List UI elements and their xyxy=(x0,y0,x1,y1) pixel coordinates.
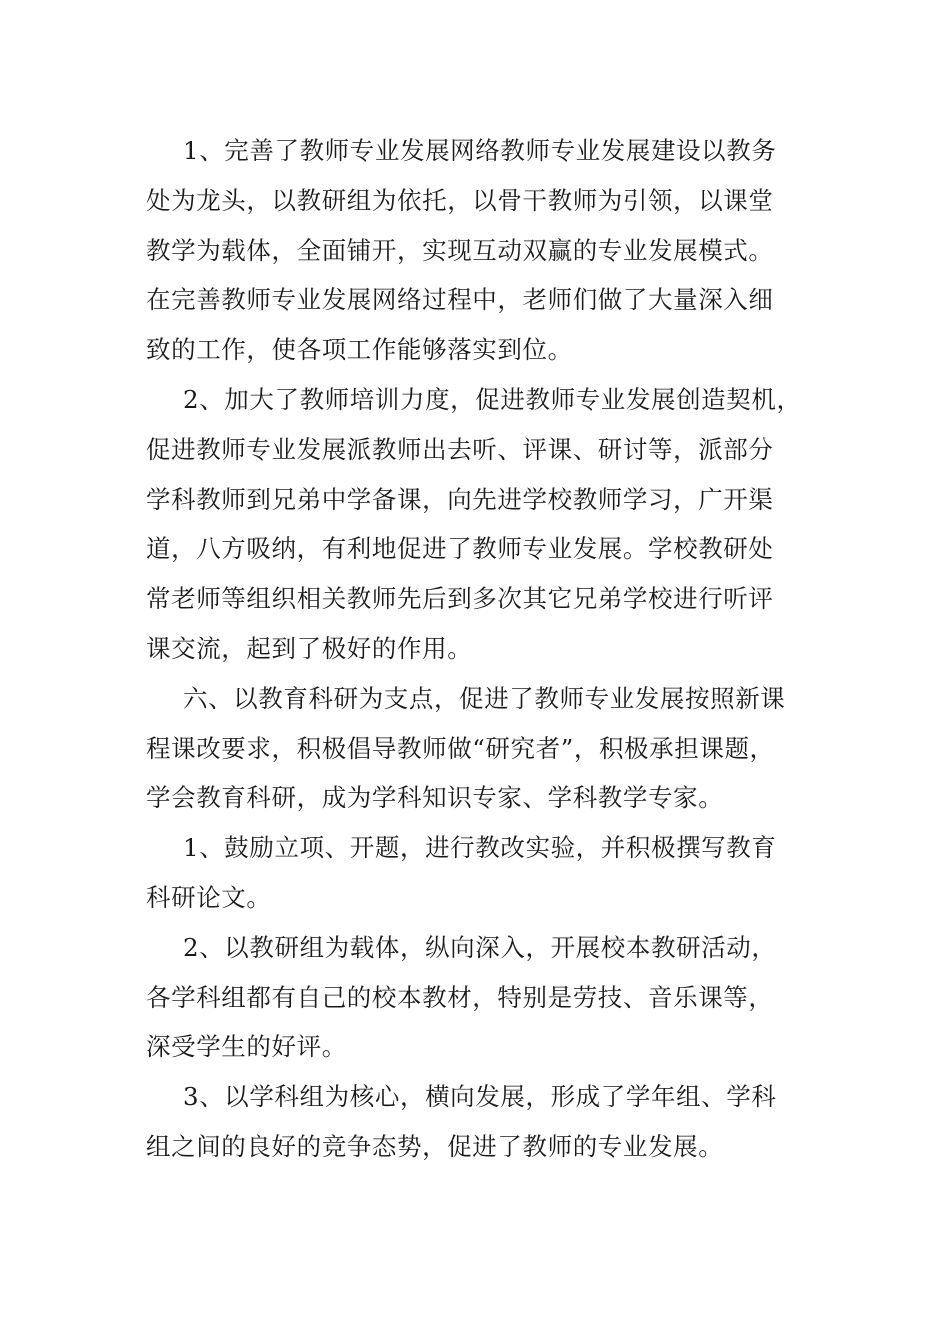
paragraph xyxy=(146,1072,806,1172)
text-line: 各学科组都有自己的校本教材，特别是劳技、音乐课等， xyxy=(146,982,774,1012)
text-line: 课交流，起到了极好的作用。 xyxy=(146,633,473,663)
text-line: 2、加大了教师培训力度，促进教师专业发展创造契机， xyxy=(183,384,802,414)
text-line: 学会教育科研，成为学科知识专家、学科教学专家。 xyxy=(146,783,724,813)
text-line: 常老师等组织相关教师先后到多次其它兄弟学校进行听评 xyxy=(146,584,774,614)
paragraph xyxy=(146,823,806,923)
paragraph xyxy=(146,923,806,1072)
text-line: 组之间的良好的竞争态势，促进了教师的专业发展。 xyxy=(146,1131,724,1161)
text-line: 1、鼓励立项、开题，进行教改实验，并积极撰写教育 xyxy=(183,833,777,863)
text-line: 程课改要求，积极倡导教师做“研究者”，积极承担课题， xyxy=(146,733,775,763)
paragraph xyxy=(146,674,806,823)
text-line: 3、以学科组为核心，横向发展，形成了学年组、学科 xyxy=(183,1082,777,1112)
text-line: 科研论文。 xyxy=(146,882,272,912)
text-line: 在完善教师专业发展网络过程中，老师们做了大量深入细 xyxy=(146,285,774,315)
text-line: 促进教师专业发展派教师出去听、评课、研讨等，派部分 xyxy=(146,434,774,464)
text-line: 道，八方吸纳，有利地促进了教师专业发展。学校教研处 xyxy=(146,534,774,564)
paragraph xyxy=(146,375,806,674)
text-line: 致的工作，使各项工作能够落实到位。 xyxy=(146,335,573,365)
document-body xyxy=(146,126,806,1172)
text-line: 六、以教育科研为支点，促进了教师专业发展按照新课 xyxy=(183,683,786,713)
text-line: 深受学生的好评。 xyxy=(146,1032,347,1062)
text-line: 处为龙头，以教研组为依托，以骨干教师为引领，以课堂 xyxy=(146,185,774,215)
text-line: 教学为载体，全面铺开，实现互动双赢的专业发展模式。 xyxy=(146,235,774,265)
text-line: 2、以教研组为载体，纵向深入，开展校本教研活动， xyxy=(183,932,777,962)
text-line: 学科教师到兄弟中学备课，向先进学校教师学习，广开渠 xyxy=(146,484,774,514)
text-line: 1、完善了教师专业发展网络教师专业发展建设以教务 xyxy=(183,136,777,165)
paragraph xyxy=(146,126,806,375)
